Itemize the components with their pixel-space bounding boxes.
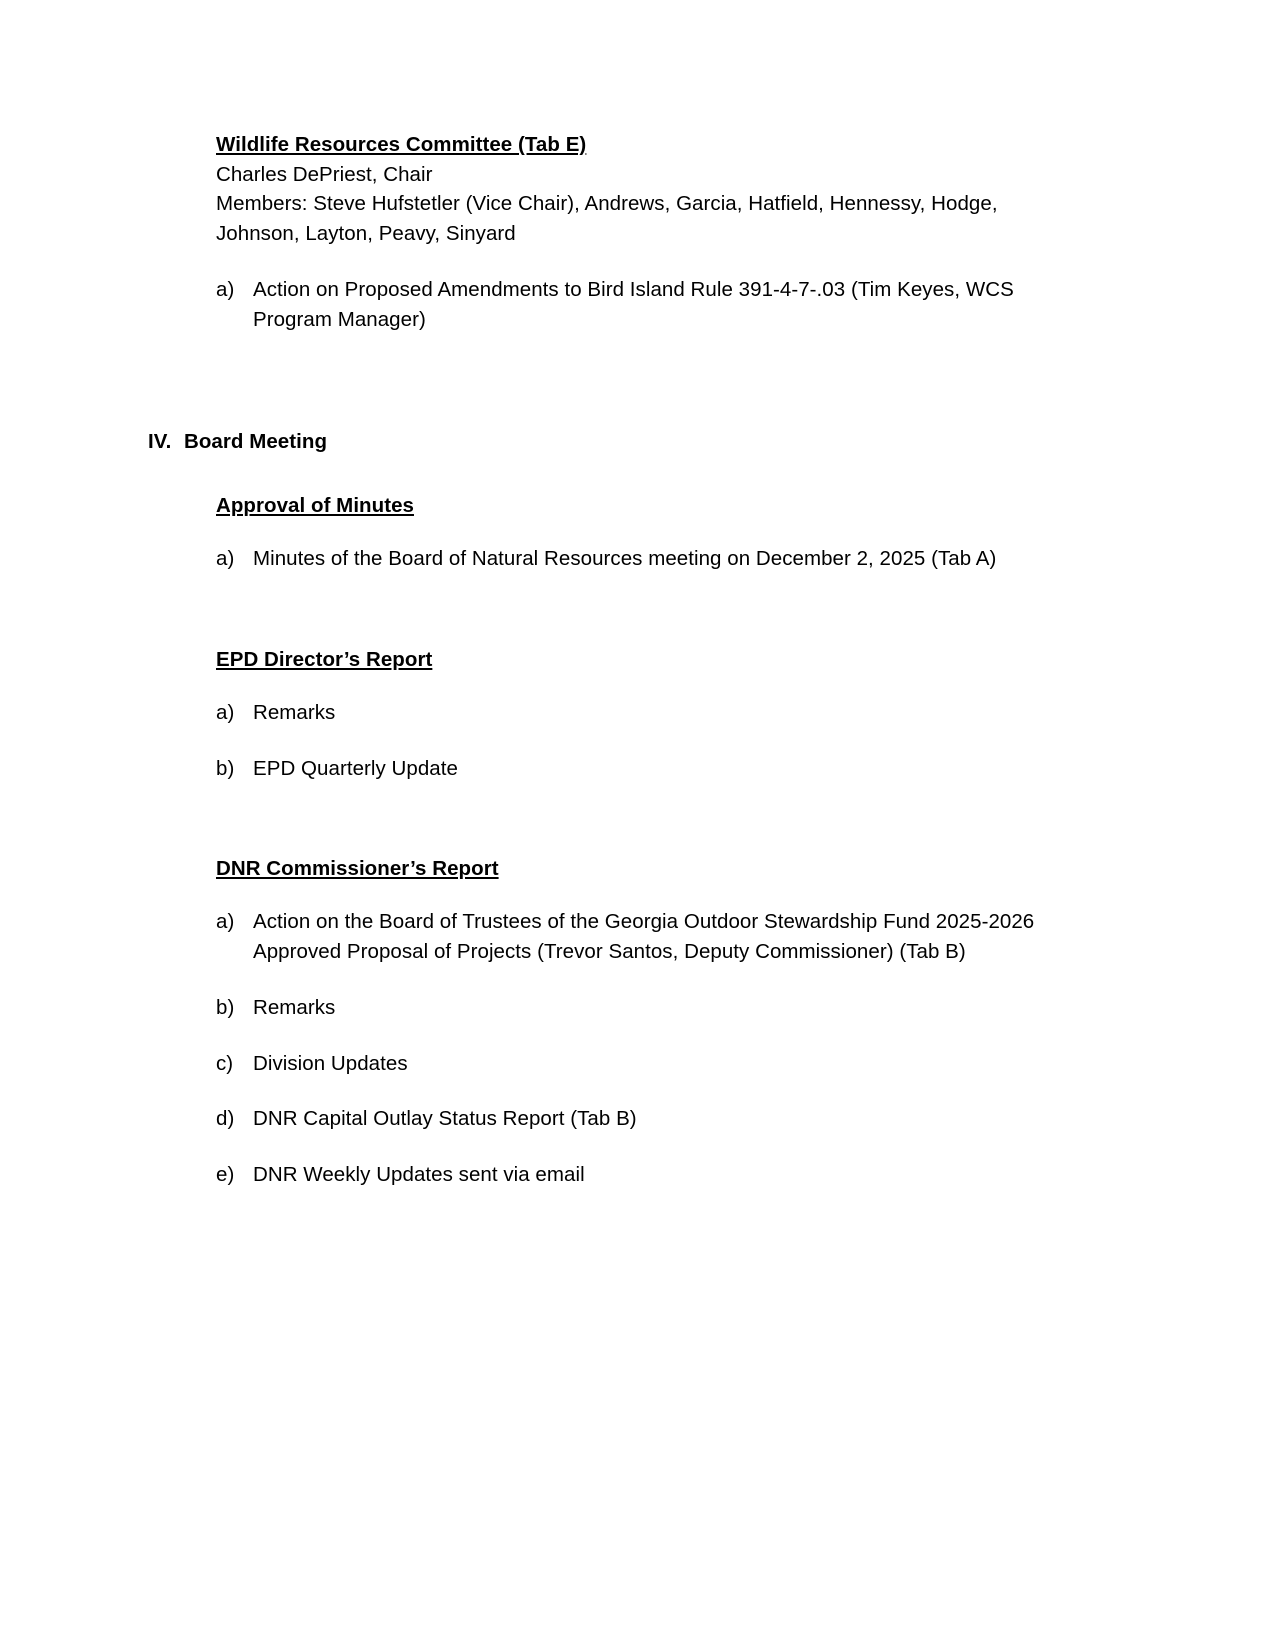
subsection-heading-epd-directors-report: EPD Director’s Report bbox=[216, 648, 433, 672]
section-title: Board Meeting bbox=[184, 430, 328, 454]
dnr-commissioners-report-item-list bbox=[216, 907, 1078, 1189]
spacer bbox=[216, 574, 1078, 608]
section-body bbox=[216, 494, 1078, 1189]
committee-chair-line: Charles DePriest, Chair bbox=[216, 162, 433, 186]
list-item bbox=[216, 1104, 1078, 1134]
spacer bbox=[216, 783, 1078, 817]
committee-item-list bbox=[216, 275, 1078, 334]
approval-of-minutes-item-list bbox=[216, 544, 1078, 574]
committee-members-line: Members: Steve Hufstetler (Vice Chair), Andrews, Garcia, Hatfield, Hennessy, Hodge, Johnson, Layton, Peavy, Sinyard bbox=[216, 192, 998, 246]
document-body bbox=[148, 130, 1078, 1190]
list-item bbox=[216, 993, 1078, 1023]
list-item-text: Remarks bbox=[253, 995, 336, 1019]
subsection-heading-approval-of-minutes: Approval of Minutes bbox=[216, 494, 414, 518]
subsection-heading-dnr-commissioners-report: DNR Commissioner’s Report bbox=[216, 857, 499, 881]
list-item-marker: d) bbox=[216, 1107, 235, 1131]
section-numeral: IV. bbox=[148, 430, 172, 454]
list-item bbox=[216, 754, 1078, 784]
list-item bbox=[216, 698, 1078, 728]
list-item-marker: a) bbox=[216, 910, 235, 934]
list-item bbox=[216, 1160, 1078, 1190]
list-item-marker: a) bbox=[216, 547, 235, 571]
list-item-marker: a) bbox=[216, 277, 235, 301]
list-item-marker: a) bbox=[216, 701, 235, 725]
list-item-text: EPD Quarterly Update bbox=[253, 756, 458, 780]
epd-directors-report-item-list bbox=[216, 698, 1078, 783]
list-item-marker: b) bbox=[216, 756, 235, 780]
list-item bbox=[216, 544, 1078, 574]
list-item-marker: e) bbox=[216, 1163, 235, 1187]
list-item bbox=[216, 1049, 1078, 1079]
list-item-text: Minutes of the Board of Natural Resources meeting on December 2, 2025 (Tab A) bbox=[253, 547, 997, 571]
list-item-marker: b) bbox=[216, 995, 235, 1019]
list-item-text: Action on the Board of Trustees of the Georgia Outdoor Stewardship Fund 2025-2026 Approved Proposal of Projects (Trevor Santos, Deputy Commissioner) (Tab B) bbox=[253, 910, 1035, 964]
wildlife-resources-committee-block bbox=[216, 130, 1078, 249]
list-item-text: Action on Proposed Amendments to Bird Island Rule 391-4-7-.03 (Tim Keyes, WCS Program Manager) bbox=[253, 277, 1014, 331]
committee-title: Wildlife Resources Committee (Tab E) bbox=[216, 133, 587, 156]
list-item bbox=[216, 275, 1078, 334]
list-item-text: Remarks bbox=[253, 701, 336, 725]
list-item-marker: c) bbox=[216, 1051, 234, 1075]
list-item bbox=[216, 907, 1078, 966]
list-item-text: DNR Capital Outlay Status Report (Tab B) bbox=[253, 1107, 637, 1131]
list-item-text: Division Updates bbox=[253, 1051, 408, 1075]
section-heading-board-meeting bbox=[148, 430, 1078, 454]
list-item-text: DNR Weekly Updates sent via email bbox=[253, 1163, 585, 1187]
